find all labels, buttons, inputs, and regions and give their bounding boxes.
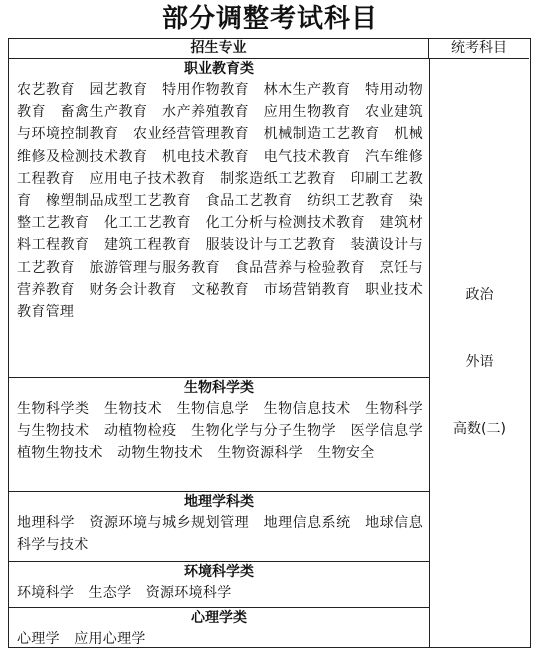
exam-subjects-column	[429, 59, 529, 647]
section-title: 职业教育类	[184, 61, 254, 77]
majors-column	[9, 59, 438, 647]
subject-foreign-language: 外语	[465, 354, 494, 370]
subject-advanced-math-2: 高数(二)	[453, 421, 506, 437]
section-title: 环境科学类	[184, 564, 254, 580]
section-title: 地理学科类	[184, 494, 254, 510]
section-title: 心理学类	[191, 610, 247, 626]
subjects-table	[8, 38, 531, 648]
page-title: 部分调整考试科目	[161, 4, 378, 34]
section-biology	[9, 377, 438, 491]
section-environmental-science	[9, 561, 429, 607]
header-majors: 招生专业	[9, 39, 429, 59]
section-majors: 环境科学 生态学 资源环境科学	[17, 585, 232, 601]
section-title: 生物科学类	[184, 380, 254, 396]
section-vocational-education	[9, 59, 429, 371]
section-psychology	[9, 607, 429, 649]
section-majors: 生物科学类 生物技术 生物信息学 生物信息技术 生物科学与生物技术 动植物检疫 生物化学与分子生物学 医学信息学 植物生物技术 动物生物技术 生物资源科学 生物安全	[17, 401, 438, 462]
section-majors: 地理科学 资源环境与城乡规划管理 地理信息系统 地球信息科学与技术	[17, 515, 423, 554]
header-exam-subjects: 统考科目	[429, 39, 529, 59]
section-majors: 农艺教育 园艺教育 特用作物教育 林木生产教育 特用动物教育 畜禽生产教育 水产养殖教育 应用生物教育 农业建筑与环境控制教育 农业经营管理教育 机械制造工艺教育 机械维修及检测技术教育 机电技术教育 电气技术教育 汽车维修工程教育 应用电子技术教育 制浆造纸工艺教育 印刷工艺教育 橡塑制品成型工艺教育 食品工艺教育 纺织工艺教育 染整工艺教育 化工工艺教育 化工分析与检测技术教育 建筑材料工程教育 建筑工程教育 服装设计与工艺教育 装潢设计与工艺教育 旅游管理与服务教育 食品营养与检验教育 烹饪与营养教育 财务会计教育 文秘教育 市场营销教育 职业技术教育管理	[17, 82, 423, 321]
subject-politics: 政治	[465, 287, 494, 303]
section-geography	[9, 491, 429, 561]
section-majors: 心理学 应用心理学	[17, 631, 146, 647]
